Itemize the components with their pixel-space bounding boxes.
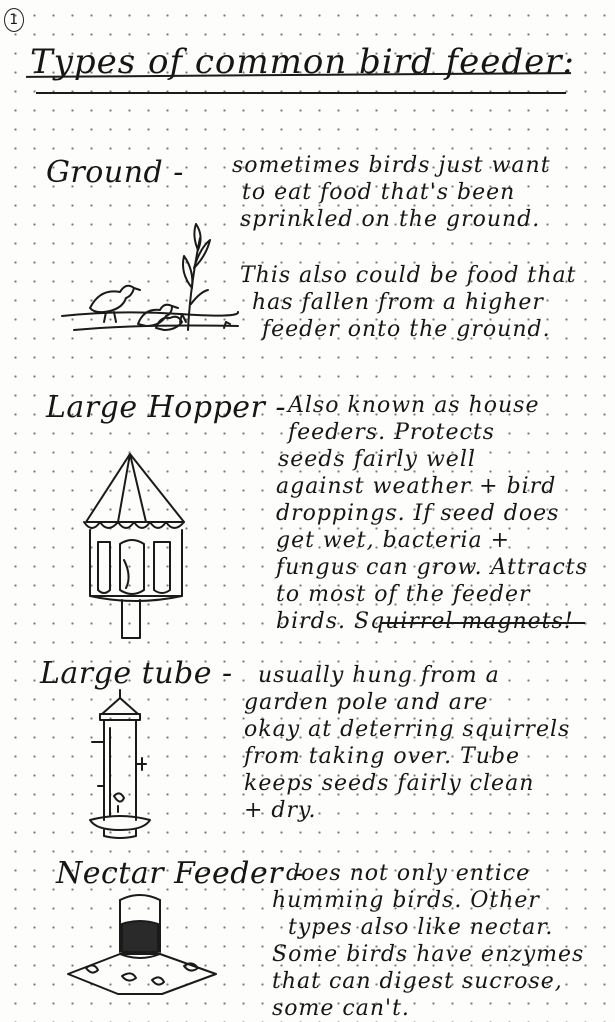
nectar-line: Some birds have enzymes	[272, 942, 585, 967]
hopper-line: to most of the feeder	[276, 582, 531, 607]
hopper-line: fungus can grow. Attracts	[276, 555, 588, 580]
tube-feeder-sketch-icon	[84, 688, 159, 848]
tube-description	[244, 662, 570, 824]
hopper-heading: Large Hopper -	[46, 390, 287, 425]
tube-line: + dry.	[244, 798, 317, 823]
ground-line: feeder onto the ground.	[262, 317, 551, 342]
ground-heading: Ground -	[46, 155, 184, 190]
hopper-line: feeders. Protects	[288, 420, 495, 445]
tube-line: okay at deterring squirrels	[244, 717, 571, 742]
nectar-line: types also like nectar.	[288, 915, 554, 940]
ground-line: sometimes birds just want	[232, 153, 551, 178]
title-underline	[36, 92, 566, 94]
page-number: 1	[4, 8, 24, 32]
tube-heading: Large tube -	[40, 656, 233, 691]
nectar-line: humming birds. Other	[272, 888, 540, 913]
ground-line: sprinkled on the ground.	[240, 207, 541, 232]
hopper-line: get wet, bacteria +	[276, 528, 511, 553]
hopper-line: droppings. If seed does	[276, 501, 560, 526]
ground-line: This also could be food that	[240, 263, 577, 288]
hopper-line: against weather + bird	[276, 474, 557, 499]
hopper-line: seeds fairly well	[278, 447, 476, 472]
tube-line: garden pole and are	[244, 690, 489, 715]
hopper-line: Also known as house	[288, 393, 540, 418]
nectar-line: that can digest sucrose,	[272, 969, 563, 994]
ground-line: has fallen from a higher	[252, 290, 544, 315]
page-title: Types of common bird feeder:	[30, 42, 575, 82]
tube-line: from taking over. Tube	[244, 744, 521, 769]
nectar-line: does not only entice	[286, 861, 531, 886]
nectar-line: some can't.	[272, 996, 410, 1021]
tube-line: usually hung from a	[258, 663, 500, 688]
hopper-description	[276, 392, 588, 635]
nectar-heading: Nectar Feeder -	[56, 856, 304, 891]
tube-line: keeps seeds fairly clean	[244, 771, 535, 796]
nectar-description	[272, 860, 584, 1022]
ground-birds-sketch-icon	[60, 218, 240, 343]
squirrel-magnets-underline	[380, 622, 585, 624]
hopper-feeder-sketch-icon	[78, 450, 193, 640]
ground-description	[232, 152, 551, 233]
hopper-line: birds. Squirrel magnets!	[276, 609, 574, 634]
nectar-feeder-sketch-icon	[62, 890, 222, 1005]
ground-description-continued	[240, 262, 576, 343]
ground-line: to eat food that's been	[242, 180, 516, 205]
